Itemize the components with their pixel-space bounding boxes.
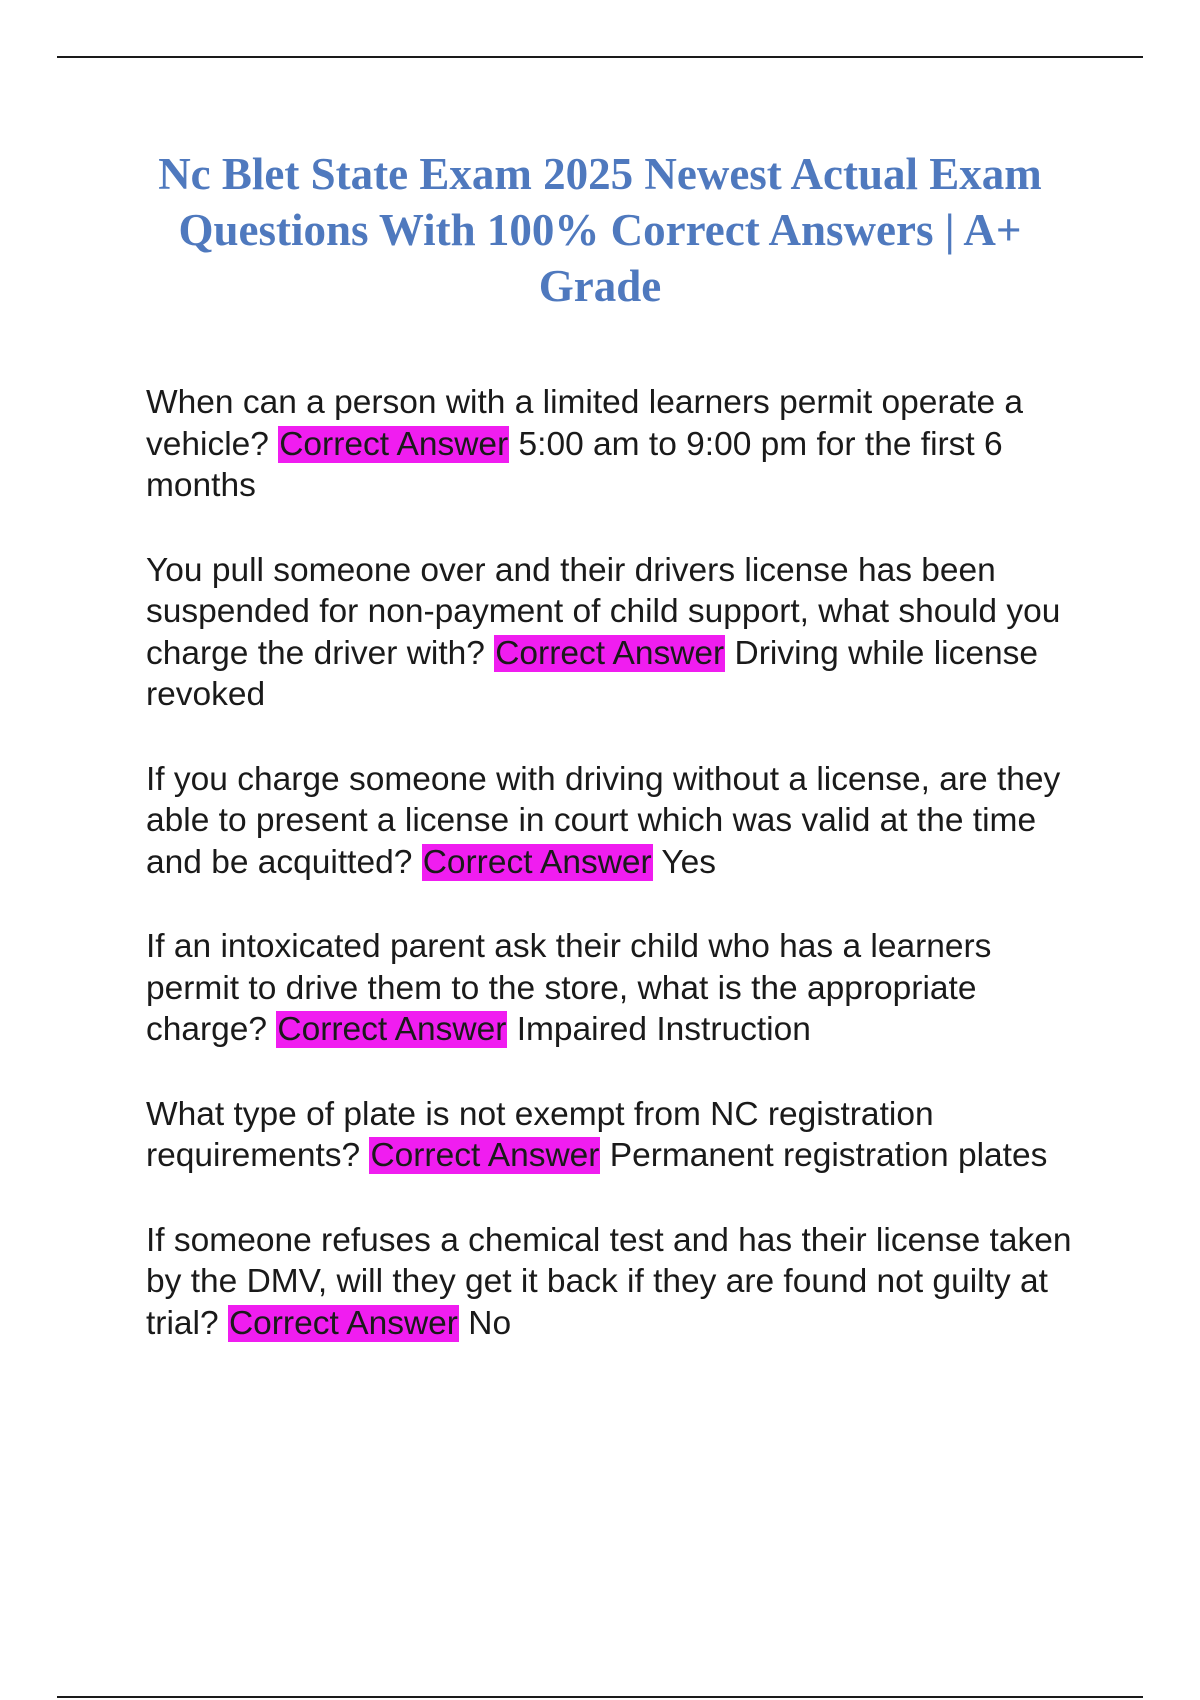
correct-answer-label: Correct Answer <box>422 843 652 881</box>
answer-text: No <box>468 1304 512 1342</box>
qa-item-2 <box>146 550 1086 716</box>
qa-list <box>146 382 1086 1387</box>
answer-text: Impaired Instruction <box>516 1011 811 1048</box>
answer-text: Driving while license revoked <box>146 634 1039 713</box>
answer-text: Yes <box>661 843 717 881</box>
correct-answer-label: Correct Answer <box>279 425 509 463</box>
qa-item-1 <box>146 382 1086 507</box>
qa-item-3 <box>146 759 1086 884</box>
qa-item-5 <box>146 1094 1086 1177</box>
page-title: Nc Blet State Exam 2025 Newest Actual Exam Questions With 100% Correct Answers | A+ Grade <box>158 149 1042 311</box>
qa-item-6 <box>146 1220 1086 1345</box>
qa-item-4 <box>146 926 1086 1051</box>
question-text: If you charge someone with driving without a license, are they able to present a license in court which was valid at the time and be acquitted? <box>146 760 1061 881</box>
question-text: You pull someone over and their drivers license has been suspended for non-payment of child support, what should you charge the driver with? <box>146 551 1061 672</box>
correct-answer-label: Correct Answer <box>228 1304 458 1342</box>
correct-answer-label: Correct Answer <box>495 634 725 672</box>
question-text: If someone refuses a chemical test and has their license taken by the DMV, will they get it back if they are found not guilty at trial? <box>146 1221 1072 1342</box>
question-text: When can a person with a limited learners permit operate a vehicle? <box>146 384 1024 463</box>
correct-answer-label: Correct Answer <box>277 1011 507 1048</box>
correct-answer-label: Correct Answer <box>370 1137 600 1174</box>
bottom-rule <box>57 1696 1143 1698</box>
answer-text: 5:00 am to 9:00 pm for the first 6 months <box>146 425 1003 504</box>
question-text: If an intoxicated parent ask their child who has a learners permit to drive them to the store, what is the appropriate charge? <box>146 928 992 1048</box>
top-rule <box>57 56 1143 58</box>
question-text: What type of plate is not exempt from NC registration requirements? <box>146 1095 934 1174</box>
answer-text: Permanent registration plates <box>609 1137 1048 1174</box>
